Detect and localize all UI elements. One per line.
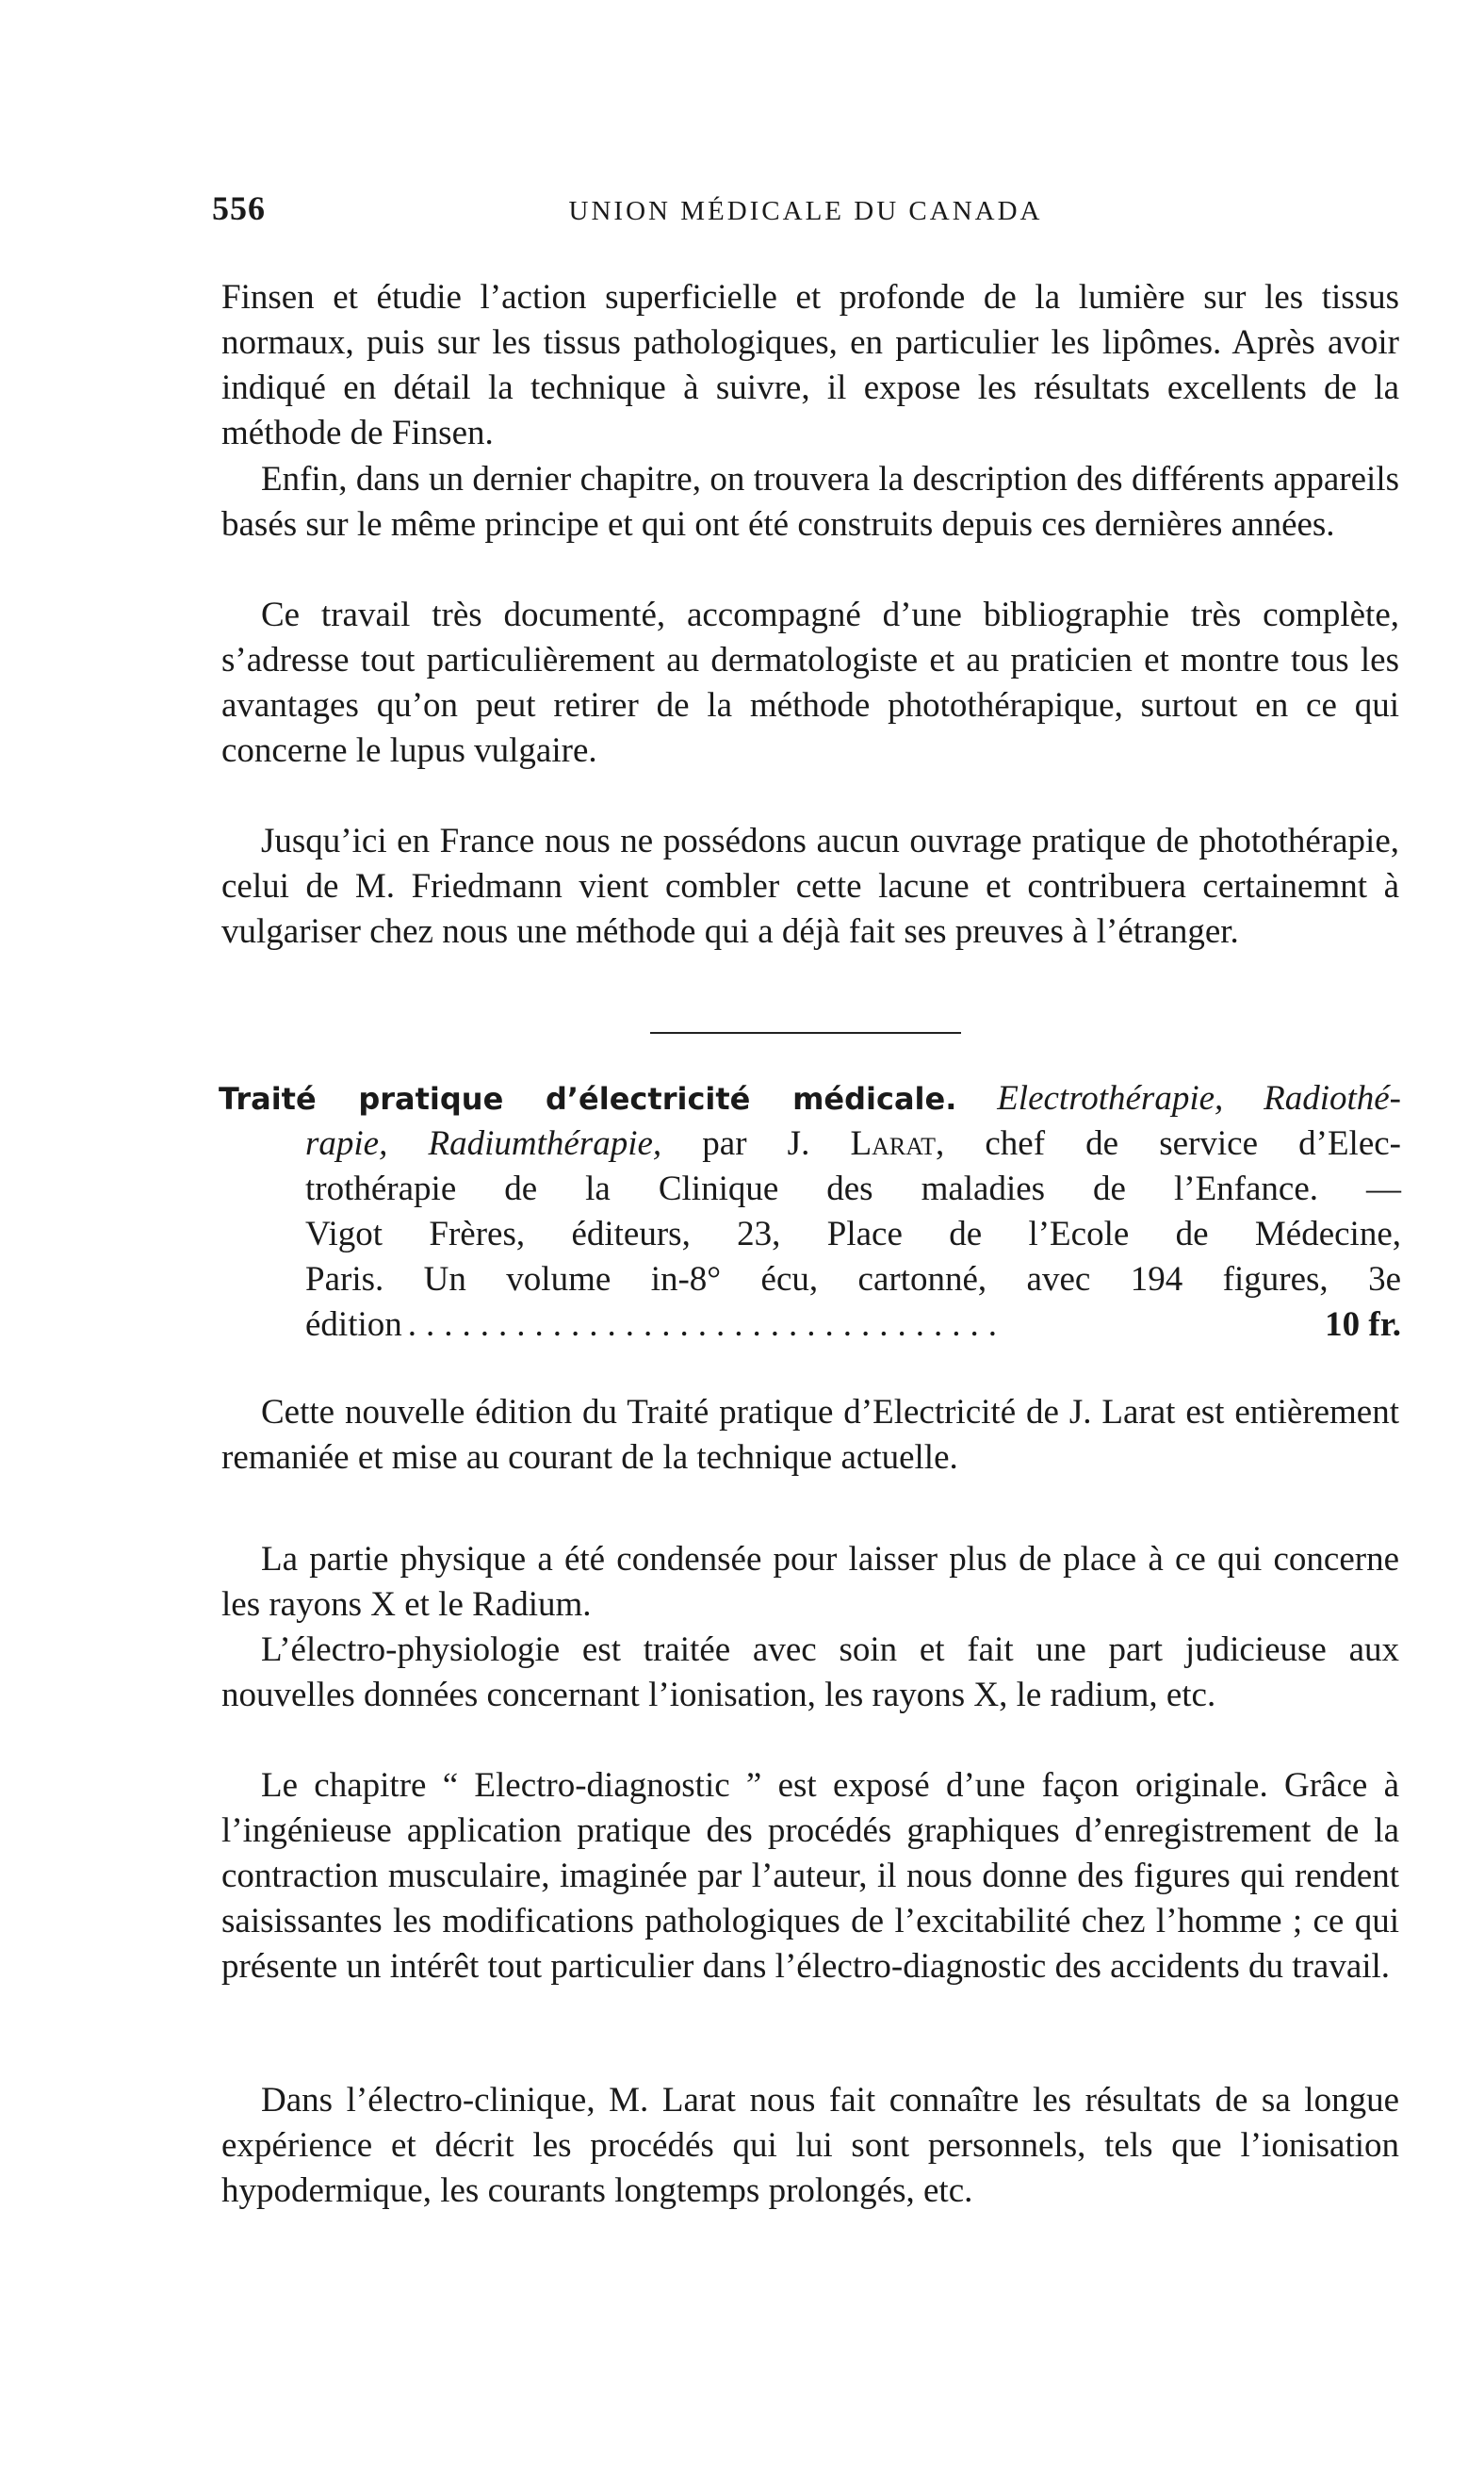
page-header: [212, 188, 1399, 245]
paragraph-new-edition: Cette nouvelle édition du Traité pratique d’Electricité de J. Larat est entièrement remaniée et mise au courant de la technique actuelle.: [221, 1393, 1399, 1477]
book-price: 10 fr.: [1325, 1305, 1401, 1344]
page-number: 556: [212, 189, 266, 227]
paragraph-last-chapter: Enfin, dans un dernier chapitre, on trouvera la description des différents appareils basés sur le même principe et qui ont été construits depuis ces dernières années.: [221, 460, 1399, 544]
book-price-line: [219, 1302, 1401, 1348]
book-entry-line-5: Paris. Un volume in-8° écu, cartonné, avec 194 figures, 3e: [305, 1260, 1401, 1299]
paragraph-electro-physiology: L’électro-physiologie est traitée avec soin et fait une part judicieuse aux nouvelles données concernant l’ionisation, les rayons X, le radium, etc.: [221, 1630, 1399, 1714]
book-entry-line-3: trothérapie de la Clinique des maladies de l’Enfance. —: [305, 1170, 1401, 1208]
book-edition: édition: [305, 1305, 402, 1344]
book-line2-rest: chef de service d’Elec-: [985, 1124, 1401, 1163]
section-divider: [650, 1032, 961, 1034]
dot-leader: .................................: [407, 1305, 1007, 1344]
book-title: Traité pratique d’électricité médicale.: [219, 1081, 957, 1117]
paragraph-work-documented: Ce travail très documenté, accompagné d’une bibliographie très complète, s’adresse tout particulièrement au dermatologiste et au praticien et montre tous les avantages qu’on peut retirer de la méthode photothérapique, surtout en ce qui concerne le lupus vulgaire.: [221, 596, 1399, 770]
book-entry: [219, 1076, 1401, 1348]
book-by: par J.: [702, 1124, 810, 1163]
book-author: Larat,: [850, 1124, 945, 1163]
book-entry-line-1: [219, 1076, 1401, 1121]
book-subtitle-b: rapie, Radiumthérapie,: [305, 1124, 662, 1163]
book-subtitle-a: Electrothérapie, Radiothé-: [997, 1079, 1401, 1118]
paragraph-electro-diagnostic: Le chapitre “ Electro-diagnostic ” est exposé d’une façon originale. Grâce à l’ingénieuse application pratique des procédés graphiques d’enregistrement de la contraction musculaire, imaginée par l’auteur, il nous donne des figures qui rendent saisissantes les modifications pathologiques de l’excitabilité chez l’homme ; ce qui présente un intérêt tout particulier dans l’électro-diagnostic des accidents du travail.: [221, 1766, 1399, 1986]
paragraph-finsen-continued: Finsen et étudie l’action superficielle et profonde de la lumière sur les tissus normaux, puis sur les tissus pathologiques, en particulier les lipômes. Après avoir indiqué en détail la technique à suivre, il expose les résultats excellents de la méthode de Finsen.: [221, 278, 1399, 452]
book-entry-line-4: Vigot Frères, éditeurs, 23, Place de l’Ecole de Médecine,: [305, 1215, 1401, 1253]
paragraph-france-phototherapy: Jusqu’ici en France nous ne possédons aucun ouvrage pratique de photothérapie, celui de M. Friedmann vient combler cette lacune et contribuera certainemnt à vulgariser chez nous une méthode qui a déjà fait ses preuves à l’étranger.: [221, 822, 1399, 951]
book-entry-line-2: [219, 1121, 1401, 1167]
running-title: UNION MÉDICALE DU CANADA: [568, 196, 1043, 226]
paragraph-physics-part: La partie physique a été condensée pour laisser plus de place à ce qui concerne les rayons X et le Radium.: [221, 1540, 1399, 1624]
paragraph-electro-clinic: Dans l’électro-clinique, M. Larat nous fait connaître les résultats de sa longue expérience et décrit les procédés qui lui sont personnels, tels que l’ionisation hypodermique, les courants longtemps prolongés, etc.: [221, 2081, 1399, 2210]
